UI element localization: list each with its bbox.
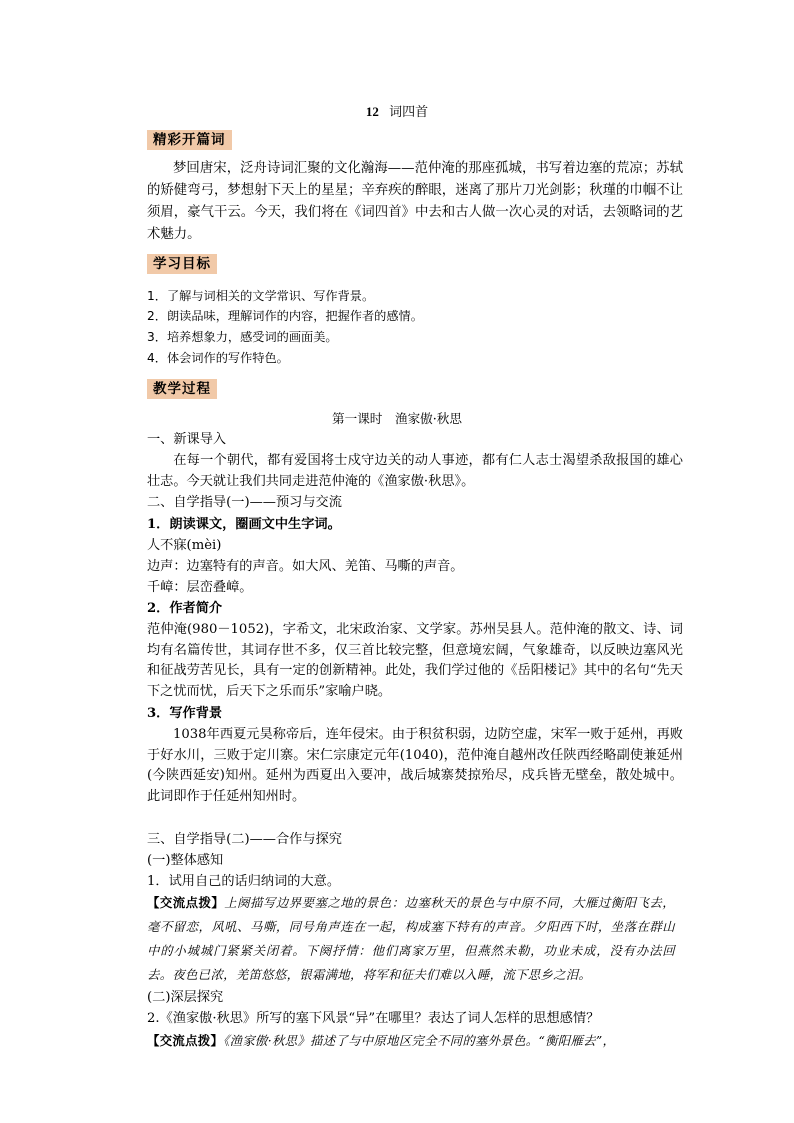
- goal-item: 4．体会词作的写作特色。: [147, 351, 289, 365]
- goal-item: 2．朗读品味，理解词作的内容，把握作者的感情。: [147, 309, 423, 323]
- section-badge-process: 教学过程: [147, 379, 217, 399]
- word-item: 边声：边塞特有的声音。如大风、羌笛、马嘶的声音。: [147, 559, 464, 574]
- word-item: 人不寐(mèi): [147, 538, 222, 553]
- goal-item: 3．培养想象力，感受词的画面美。: [147, 330, 338, 344]
- section-badge-opening: 精彩开篇词: [147, 130, 232, 150]
- lesson-name: 词四首: [389, 105, 429, 120]
- heading-self-study-1: 二、自学指导(一)——预习与交流: [147, 495, 342, 510]
- question-2: 2.《渔家傲·秋思》所写的塞下风景“异”在哪里？表达了词人怎样的思想感情？: [147, 1011, 600, 1026]
- question-1: 1．试用自己的话归纳词的大意。: [147, 874, 341, 889]
- lesson-subtitle: 第一课时 渔家傲·秋思: [332, 411, 462, 426]
- opening-paragraph: 梦回唐宋，泛舟诗词汇聚的文化瀚海——范仲淹的那座孤城，书写着边塞的荒凉；苏轼的矫健弯弓，梦想射下天上的星星；辛弃疾的醉眼，迷离了那片刀光剑影；秋瑾的巾帼不让须眉，豪气干云。今天，我们将在《词四首》中去和古人做一次心灵的对话，去领略词的艺术魅力。: [147, 161, 683, 242]
- answer-tag: 【交流点拨】: [147, 1033, 224, 1048]
- heading-new-lesson: 一、新课导入: [147, 432, 227, 447]
- lesson-number: 12: [365, 104, 379, 119]
- new-lesson-paragraph: 在每一个朝代，都有爱国将士戍守边关的动人事迹，都有仁人志士渴望杀敌报国的雄心壮志。今天就让我们共同走进范仲淹的《渔家傲·秋思》。: [147, 453, 683, 489]
- answer-tag: 【交流点拨】: [147, 895, 225, 910]
- goal-item: 1．了解与词相关的文学常识、写作背景。: [147, 289, 375, 303]
- lesson-title: [0, 104, 794, 121]
- author-paragraph: 范仲淹(980－1052)，字希文，北宋政治家、文学家。苏州吴县人。范仲淹的散文、诗、词均有名篇传世，其词存世不多，仅三首比较完整，但意境宏阔，气象雄奇，以反映边塞风光和征战劳苦见长，具有一定的创新精神。此处，我们学过他的《岳阳楼记》其中的名句“先天下之忧而忧，后天下之乐而乐”家喻户晓。: [147, 622, 683, 699]
- heading-reading: 1．朗读课文，圈画文中生字词。: [147, 517, 341, 532]
- answer-1: 【交流点拨】上阕描写边界要塞之地的景色：边塞秋天的景色与中原不同，大雁过衡阳飞去，毫不留恋，风吼、马嘶，同号角声连在一起，构成塞下特有的声音。夕阳西下时，坐落在群山中的小城城门紧紧关闭着。下阕抒情：他们离家万里，但燕然未勒，功业未成，没有办法回去。夜色已浓，羌笛悠悠，银霜满地，将军和征夫们难以入睡，流下思乡之泪。: [147, 895, 675, 982]
- heading-author: 2．作者简介: [147, 601, 223, 616]
- section-badge-goals: 学习目标: [147, 254, 217, 274]
- word-item: 千嶂：层峦叠嶂。: [147, 580, 253, 595]
- background-paragraph: 1038年西夏元昊称帝后，连年侵宋。由于积贫积弱，边防空虚，宋军一败于延州，再败于好水川，三败于定川寨。宋仁宗康定元年(1040)，范仲淹自越州改任陕西经略副使兼延州(今陕西延安)知州。延州为西夏出入要冲，战后城寨焚掠殆尽，戍兵皆无壁垒，散处城中。此词即作于任延州知州时。: [147, 727, 683, 804]
- heading-self-study-2: 三、自学指导(二)——合作与探究: [147, 832, 342, 847]
- heading-overall: (一)整体感知: [147, 853, 224, 868]
- heading-background: 3．写作背景: [147, 706, 223, 721]
- answer-2: 【交流点拨】《渔家傲·秋思》描述了与中原地区完全不同的塞外景色。“衡阳雁去”，: [147, 1033, 616, 1048]
- heading-deep: (二)深层探究: [147, 990, 224, 1005]
